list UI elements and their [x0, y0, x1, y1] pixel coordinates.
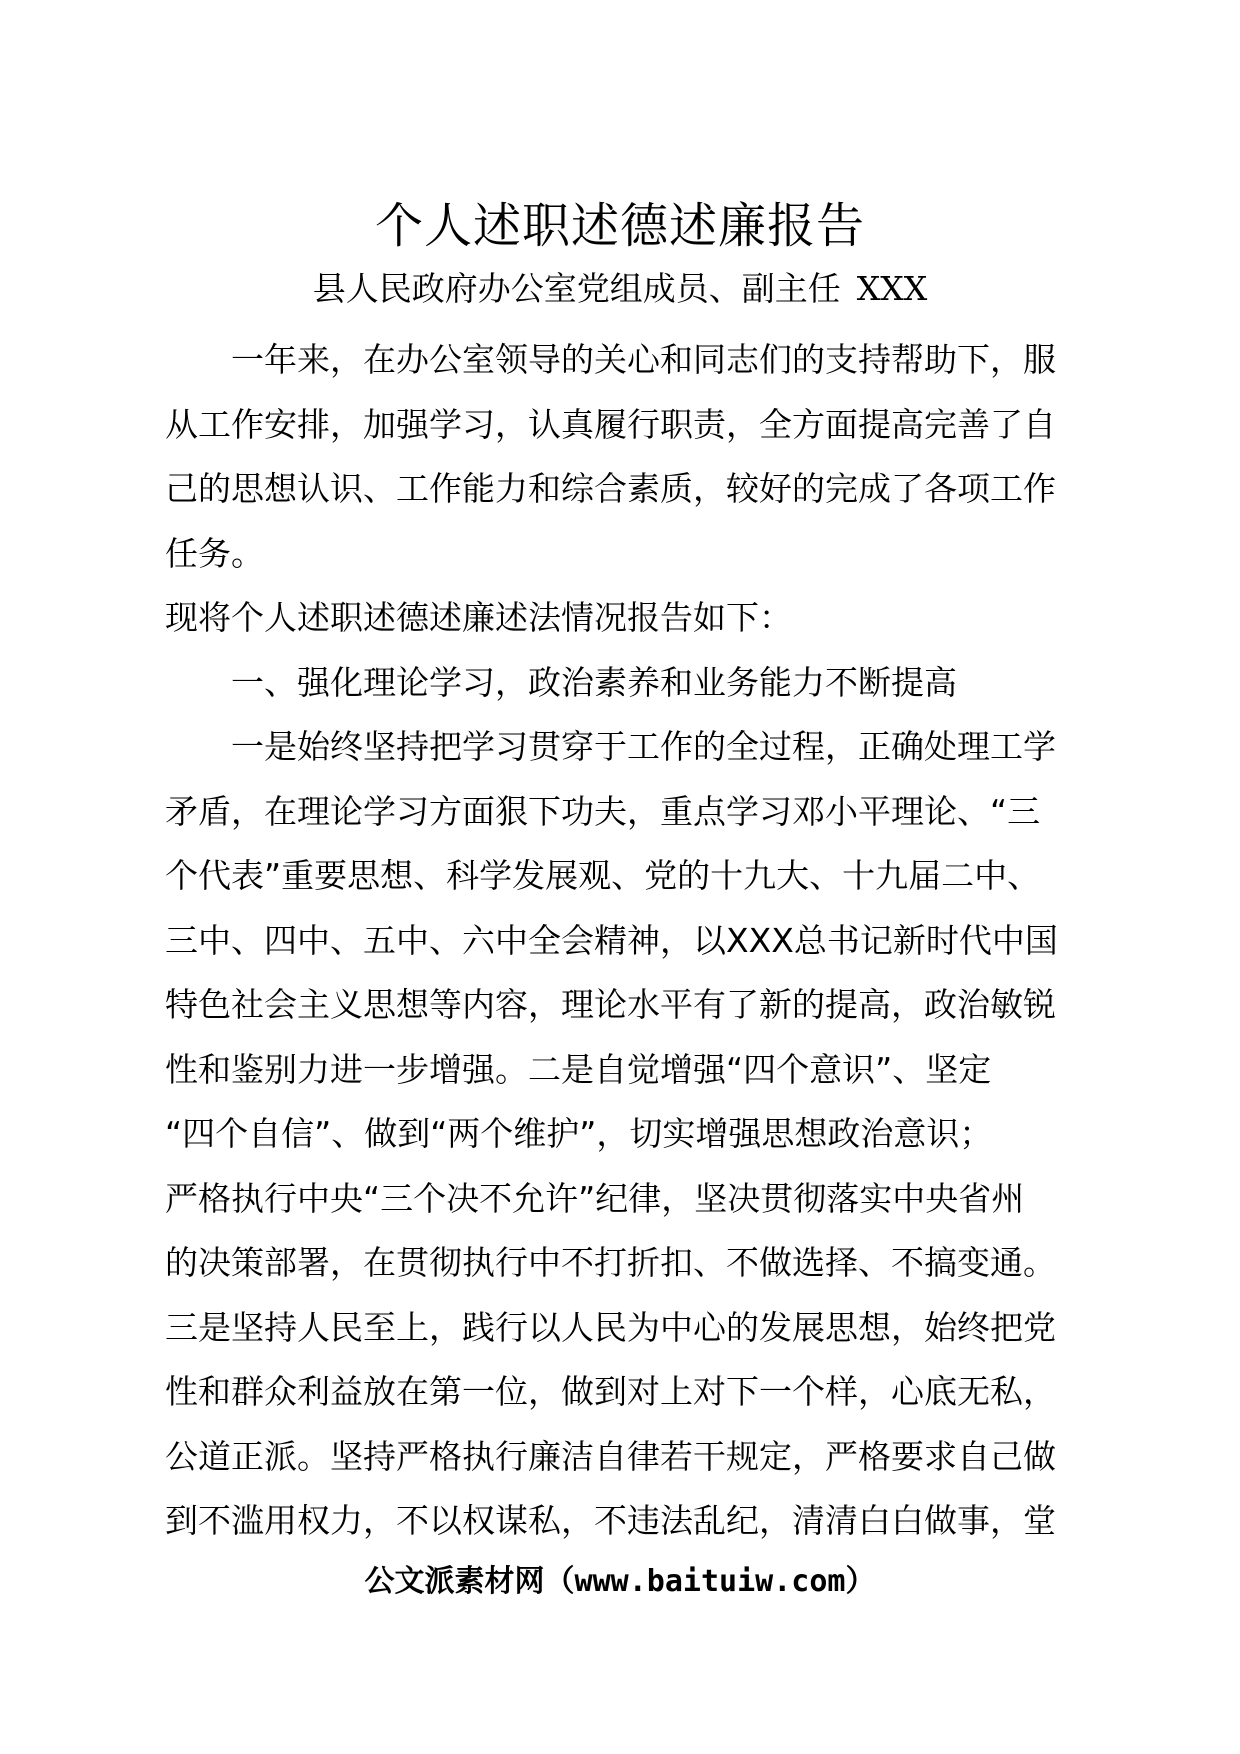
body-line: 三中、四中、五中、六中全会精神，以XXX总书记新时代中国 — [165, 920, 1058, 960]
body-line: 性和群众利益放在第一位，做到对上对下一个样，心底无私， — [165, 1372, 1056, 1411]
body-line: 从工作安排，加强学习，认真履行职责，全方面提高完善了自 — [165, 404, 1056, 444]
author-role: 县人民政府办公室党组成员、副主任 — [312, 269, 841, 308]
body-line: 一年来，在办公室领导的关心和同志们的支持帮助下，服 — [231, 340, 1056, 379]
body-line: 现将个人述职述德述廉述法情况报告如下： — [165, 598, 792, 637]
body-line: 严格执行中央“三个决不允许”纪律，坚决贯彻落实中央省州 — [165, 1178, 1025, 1218]
document-title: 个人述职述德述廉报告 — [374, 198, 865, 254]
body-line: 性和鉴别力进一步增强。二是自觉增强“四个意识”、坚定 — [165, 1049, 992, 1089]
page-footer — [0, 1558, 1240, 1606]
footer-site-url: （www.baituiw.com） — [544, 1564, 876, 1599]
body-line: 个代表”重要思想、科学发展观、党的十九大、十九届二中、 — [165, 856, 1041, 895]
body-line: 的决策部署，在贯彻执行中不打折扣、不做选择、不搞变通。 — [165, 1243, 1056, 1282]
body-line: 矛盾，在理论学习方面狠下功夫，重点学习邓小平理论、“三 — [165, 791, 1041, 831]
section-heading: 一、强化理论学习，政治素养和业务能力不断提高 — [231, 662, 957, 702]
body-line: “四个自信”、做到“两个维护”，切实增强思想政治意识； — [165, 1114, 993, 1153]
body-line: 任务。 — [165, 533, 264, 573]
body-line: 公道正派。坚持严格执行廉洁自律若干规定，严格要求自己做 — [165, 1436, 1056, 1476]
footer-site-name: 公文派素材网 — [364, 1564, 545, 1599]
document-body — [165, 328, 1081, 1558]
body-line: 特色社会主义思想等内容，理论水平有了新的提高，政治敏锐 — [165, 985, 1056, 1024]
document-subtitle — [0, 266, 1240, 312]
body-line: 己的思想认识、工作能力和综合素质，较好的完成了各项工作 — [165, 469, 1056, 508]
body-line: 一是始终坚持把学习贯穿于工作的全过程，正确处理工学 — [231, 727, 1056, 766]
body-line: 到不滥用权力，不以权谋私，不违法乱纪，清清白白做事，堂 — [165, 1501, 1056, 1540]
body-line: 三是坚持人民至上，践行以人民为中心的发展思想，始终把党 — [165, 1307, 1056, 1347]
author-name: XXX — [856, 269, 928, 308]
